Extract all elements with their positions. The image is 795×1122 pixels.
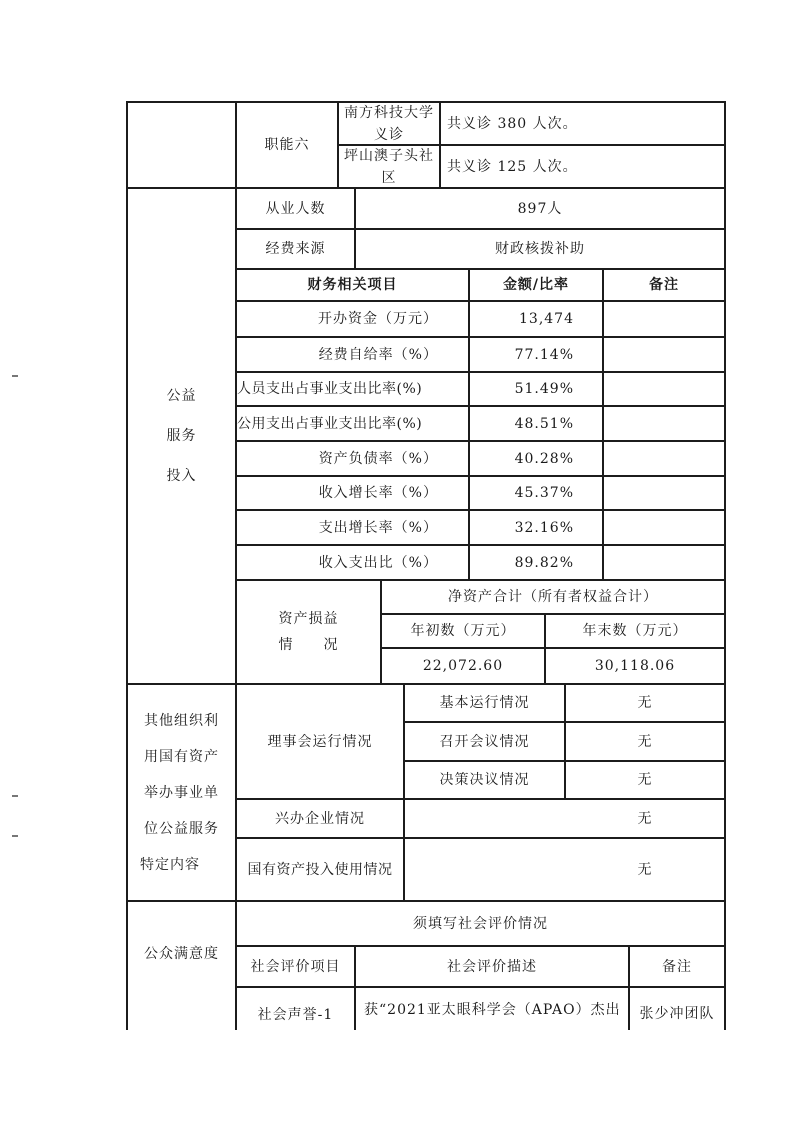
- board-row-value: 无: [637, 772, 653, 788]
- scan-mark: [12, 835, 18, 837]
- satisfaction-row-desc: 获“2021亚太眼科学会（APAO）杰出: [364, 1002, 621, 1018]
- board-row-label: 召开会议情况: [439, 733, 530, 750]
- satisfaction-row-note: 张少冲团队: [639, 1006, 715, 1022]
- finance-amount: 48.51%: [514, 415, 574, 432]
- asset-begin-label: 年初数（万元）: [410, 623, 516, 639]
- state-asset-value: 无: [637, 861, 653, 878]
- finance-amount: 51.49%: [514, 381, 574, 397]
- finance-amount: 45.37%: [514, 485, 574, 501]
- other-use-section-label: [128, 685, 235, 900]
- enterprise-label: 兴办企业情况: [275, 810, 365, 827]
- section-label-line: 位公益服务: [144, 820, 219, 837]
- assets-label-line2: 情 况: [278, 637, 339, 653]
- finance-note: [604, 373, 724, 405]
- section-label-line: 投入: [166, 468, 197, 484]
- finance-item: 公用支出占事业支出比率(%): [237, 415, 423, 432]
- scan-mark: [12, 795, 18, 797]
- finance-amount: 40.28%: [514, 450, 574, 467]
- assets-label: [237, 581, 380, 683]
- function-value-2: 共义诊 125 人次。: [447, 158, 578, 175]
- satisfaction-section-label: 公众满意度: [144, 946, 219, 962]
- finance-note: [604, 338, 724, 371]
- board-row-label: 基本运行情况: [439, 695, 530, 711]
- satisfaction-col-item: 社会评价项目: [250, 958, 341, 975]
- board-row-label: 决策决议情况: [439, 772, 530, 788]
- finance-item: 资产负债率（%）: [318, 450, 438, 467]
- funding-label: 经费来源: [265, 241, 326, 257]
- finance-amount: 89.82%: [514, 554, 574, 571]
- satisfaction-col-desc: 社会评价描述: [447, 958, 537, 975]
- section-label-line: 特定内容: [140, 856, 200, 873]
- satisfaction-row-item: 社会声誉-1: [257, 1007, 334, 1023]
- staff-value: 897人: [517, 200, 563, 217]
- board-row-value: 无: [637, 733, 653, 750]
- asset-begin-value: 22,072.60: [422, 658, 504, 674]
- state-asset-label: 国有资产投入使用情况: [247, 861, 393, 878]
- asset-end-label: 年末数（万元）: [582, 623, 688, 639]
- function-place-2: 坪山澳子头社区: [344, 147, 434, 186]
- finance-note: [604, 302, 724, 336]
- satisfaction-col-note: 备注: [662, 958, 692, 975]
- assets-label-line1: 资产损益: [278, 611, 339, 627]
- finance-item: 经费自给率（%）: [318, 346, 438, 363]
- finance-header-amount: 金额/比率: [502, 277, 570, 293]
- finance-amount: 77.14%: [514, 346, 574, 363]
- section-label-line: 其他组织利: [144, 712, 219, 729]
- finance-item: 开办资金（万元）: [318, 311, 438, 327]
- funding-value: 财政核拨补助: [495, 241, 585, 257]
- finance-amount: 32.16%: [514, 519, 574, 536]
- staff-label: 从业人数: [265, 200, 326, 217]
- finance-item: 收入支出比（%）: [318, 554, 438, 571]
- finance-item: 收入增长率（%）: [318, 485, 438, 501]
- satisfaction-header-note: 须填写社会评价情况: [413, 915, 548, 932]
- board-row-value: 无: [637, 695, 653, 711]
- finance-note: [604, 407, 724, 440]
- finance-note: [604, 546, 724, 579]
- function-place-1: 南方科技大学义诊: [344, 104, 434, 143]
- finance-note: [604, 442, 724, 475]
- public-service-section-label: [128, 189, 235, 683]
- finance-header-note: 备注: [649, 277, 679, 293]
- function-value-1: 共义诊 380 人次。: [447, 115, 578, 132]
- scan-mark: [12, 375, 18, 377]
- finance-header-item: 财务相关项目: [307, 277, 398, 293]
- enterprise-value: 无: [637, 810, 653, 827]
- section-label-line: 用国有资产: [144, 748, 219, 765]
- section-label-line: 服务: [166, 428, 197, 444]
- section-label-line: 公益: [166, 388, 197, 404]
- net-asset-header: 净资产合计（所有者权益合计）: [448, 589, 658, 605]
- finance-item: 人员支出占事业支出比率(%): [237, 381, 423, 397]
- function-label: 职能六: [264, 137, 310, 153]
- finance-item: 支出增长率（%）: [318, 519, 438, 536]
- finance-note: [604, 477, 724, 509]
- board-label: 理事会运行情况: [267, 733, 373, 750]
- finance-amount: 13,474: [519, 311, 574, 327]
- finance-note: [604, 511, 724, 544]
- section-label-line: 举办事业单: [144, 784, 219, 801]
- asset-end-value: 30,118.06: [594, 658, 676, 674]
